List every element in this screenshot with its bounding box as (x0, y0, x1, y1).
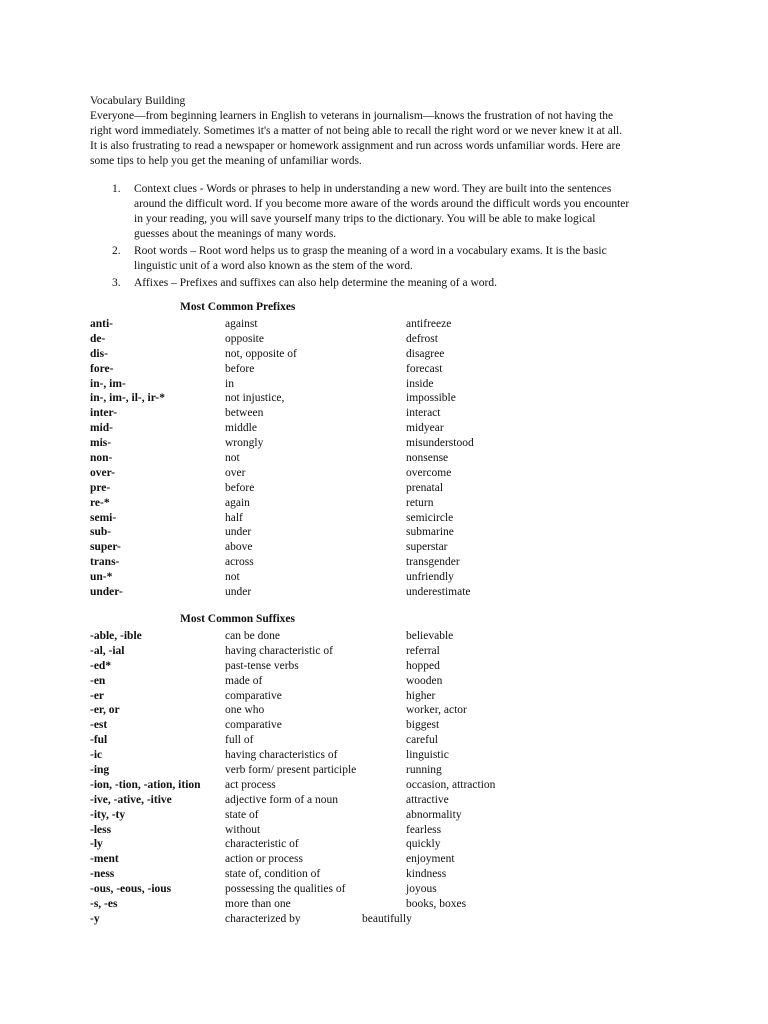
table-row (90, 496, 690, 511)
intro-line: Everyone—from beginning learners in English to veterans in journalism—knows the frustration of not having the (90, 110, 614, 122)
table-row (90, 897, 690, 912)
affix-example: books, boxes (406, 898, 467, 911)
affix-example: underestimate (406, 586, 471, 599)
tip-item (112, 182, 692, 242)
affix-term: -able, -ible (90, 630, 142, 642)
affix-term: -ed* (90, 659, 112, 672)
affix-example: enjoyment (406, 853, 455, 866)
affix-meaning: made of (225, 674, 263, 687)
affix-term: -s, -es (90, 898, 118, 911)
table-row (90, 391, 690, 406)
affix-term: -ing (90, 764, 110, 777)
table-row (90, 718, 690, 733)
affix-term: dis- (90, 347, 108, 360)
affix-term: inter- (90, 407, 118, 420)
table-row (90, 837, 690, 852)
suffixes-table (90, 629, 690, 927)
affix-example: transgender (406, 556, 460, 569)
tip-line: Affixes – Prefixes and suffixes can also help determine the meaning of a word. (134, 277, 497, 289)
affix-term: -ment (90, 853, 119, 866)
affix-term: sub- (90, 526, 112, 539)
table-row (90, 659, 690, 674)
affix-meaning: having characteristic of (225, 644, 333, 657)
affix-term: in-, im-, il-, ir-* (90, 392, 165, 405)
affix-meaning: comparative (225, 719, 282, 732)
affix-term: non- (90, 452, 113, 465)
affix-meaning: above (225, 541, 253, 554)
affix-term: -less (90, 823, 112, 836)
table-row (90, 808, 690, 823)
affix-term: pre- (90, 481, 111, 494)
affix-term: mis- (90, 437, 112, 450)
table-row (90, 362, 690, 377)
tip-item (112, 244, 692, 274)
affix-term: -er, or (90, 704, 120, 717)
tip-line: Root words – Root word helps us to grasp the meaning of a word in a vocabulary exams. It is the basic (134, 245, 607, 257)
tip-line: around the difficult word. If you become more aware of the words around the difficult words you encounter (134, 198, 630, 210)
affix-example: return (406, 496, 434, 509)
affix-term: -ity, -ty (90, 808, 126, 821)
affix-example: attractive (406, 793, 449, 806)
affix-meaning: wrongly (225, 437, 264, 450)
affix-example: kindness (406, 868, 447, 881)
affix-meaning: action or process (225, 853, 303, 866)
affix-meaning: adjective form of a noun (225, 793, 339, 806)
affix-example: referral (406, 644, 440, 657)
affix-example: submarine (406, 526, 454, 539)
prefixes-heading: Most Common Prefixes (180, 301, 296, 313)
table-row (90, 570, 690, 585)
prefixes-table (90, 317, 690, 600)
document-title: Vocabulary Building (90, 95, 186, 107)
affix-meaning: half (225, 511, 243, 524)
affix-example: hopped (406, 659, 440, 672)
affix-meaning: state of (225, 808, 259, 821)
table-row (90, 481, 690, 496)
table-row (90, 733, 690, 748)
affix-meaning: having characteristics of (225, 749, 338, 762)
tip-line: Context clues - Words or phrases to help in understanding a new word. They are built into the sentences (134, 183, 612, 195)
table-row (90, 763, 690, 778)
affix-example: quickly (406, 838, 441, 851)
affix-meaning: opposite (225, 332, 264, 345)
affix-example: occasion, attraction (406, 778, 496, 791)
affix-example: worker, actor (406, 704, 467, 717)
affix-term: re-* (90, 496, 110, 509)
affix-meaning: again (225, 496, 250, 509)
table-row (90, 912, 690, 927)
affix-meaning: act process (225, 778, 276, 791)
affix-example: prenatal (406, 481, 444, 494)
table-row (90, 436, 690, 451)
affix-meaning: over (225, 466, 246, 479)
affix-example: beautifully (362, 912, 412, 925)
affix-term: mid- (90, 422, 113, 435)
tip-line: in your reading, you will save yourself many trips to the dictionary. You will be able to make logical (134, 213, 596, 225)
affix-term: -est (90, 719, 108, 732)
table-row (90, 406, 690, 421)
table-row (90, 689, 690, 704)
table-row (90, 451, 690, 466)
affix-meaning: full of (225, 734, 254, 747)
affix-meaning: one who (225, 704, 265, 717)
affix-example: biggest (406, 719, 440, 732)
affix-example: defrost (406, 332, 438, 345)
affix-meaning: middle (225, 422, 257, 435)
affix-meaning: across (225, 556, 254, 569)
affix-term: -y (90, 912, 100, 925)
affix-term: -ly (90, 838, 103, 851)
affix-meaning: before (225, 481, 255, 494)
affix-term: -ful (90, 734, 108, 747)
affix-term: fore- (90, 362, 114, 375)
intro-paragraph (90, 109, 680, 169)
table-row (90, 882, 690, 897)
affix-example: abnormality (406, 808, 462, 821)
affix-meaning: can be done (225, 630, 280, 642)
affix-meaning: not (225, 571, 240, 584)
affix-meaning: more than one (225, 898, 291, 911)
table-row (90, 793, 690, 808)
affix-term: -al, -ial (90, 644, 125, 657)
table-row (90, 778, 690, 793)
table-row (90, 629, 690, 644)
affix-meaning: before (225, 362, 255, 375)
affix-meaning: possessing the qualities of (225, 883, 346, 896)
affix-example: midyear (406, 422, 444, 435)
affix-example: overcome (406, 466, 452, 479)
table-row (90, 421, 690, 436)
table-row (90, 748, 690, 763)
affix-example: nonsense (406, 452, 449, 465)
table-row (90, 540, 690, 555)
affix-term: -en (90, 674, 106, 687)
affix-term: trans- (90, 556, 120, 569)
affix-term: -ness (90, 868, 115, 881)
table-row (90, 332, 690, 347)
tip-number: 1. (112, 183, 121, 195)
table-row (90, 867, 690, 882)
tip-item (112, 276, 692, 291)
tip-number: 2. (112, 245, 121, 257)
tips-list (112, 182, 692, 293)
affix-meaning: without (225, 823, 261, 836)
affix-term: de- (90, 332, 106, 345)
tip-number: 3. (112, 277, 121, 289)
affix-meaning: not (225, 452, 240, 465)
table-row (90, 585, 690, 600)
affix-term: un-* (90, 571, 113, 584)
affix-meaning: characterized by (225, 912, 301, 925)
table-row (90, 852, 690, 867)
affix-term: -ous, -eous, -ious (90, 883, 172, 896)
affix-example: impossible (406, 392, 456, 405)
tip-line: linguistic unit of a word also known as the stem of the word. (134, 260, 413, 272)
intro-line: right word immediately. Sometimes it's a matter of not being able to recall the right word or we never knew it at all. (90, 125, 623, 137)
affix-term: super- (90, 541, 121, 554)
table-row (90, 317, 690, 332)
affix-example: wooden (406, 674, 443, 687)
table-row (90, 511, 690, 526)
table-row (90, 674, 690, 689)
affix-term: -ive, -ative, -itive (90, 793, 172, 806)
table-row (90, 703, 690, 718)
table-row (90, 466, 690, 481)
affix-example: disagree (406, 347, 445, 360)
tip-line: guesses about the meanings of many words. (134, 228, 337, 240)
affix-example: higher (406, 689, 436, 702)
affix-example: semicircle (406, 511, 454, 524)
table-row (90, 347, 690, 362)
affix-term: -ic (90, 749, 103, 762)
affix-meaning: under (225, 586, 252, 599)
affix-meaning: against (225, 318, 258, 330)
affix-meaning: comparative (225, 689, 282, 702)
affix-example: forecast (406, 362, 443, 375)
affix-term: over- (90, 466, 116, 479)
affix-term: semi- (90, 511, 117, 524)
affix-example: careful (406, 734, 438, 747)
affix-meaning: characteristic of (225, 838, 299, 851)
affix-example: unfriendly (406, 571, 454, 584)
affix-term: anti- (90, 318, 113, 330)
table-row (90, 377, 690, 392)
intro-line: It is also frustrating to read a newspaper or homework assignment and run across words unfamiliar words. Here are (90, 140, 621, 152)
affix-meaning: verb form/ present participle (225, 764, 357, 777)
affix-example: fearless (406, 823, 442, 836)
table-row (90, 525, 690, 540)
affix-meaning: between (225, 407, 264, 420)
affix-term: in-, im- (90, 377, 126, 390)
affix-term: under- (90, 586, 123, 599)
affix-meaning: under (225, 526, 252, 539)
affix-meaning: not, opposite of (225, 347, 297, 360)
affix-term: -ion, -tion, -ation, ition (90, 778, 201, 791)
affix-term: -er (90, 689, 105, 702)
affix-meaning: not injustice, (225, 392, 285, 405)
affix-meaning: past-tense verbs (225, 659, 299, 672)
affix-meaning: in (225, 377, 234, 390)
affix-example: inside (406, 377, 434, 390)
affix-meaning: state of, condition of (225, 868, 321, 881)
affix-example: misunderstood (406, 437, 474, 450)
intro-line: some tips to help you get the meaning of unfamiliar words. (90, 155, 362, 167)
affix-example: antifreeze (406, 318, 452, 330)
affix-example: joyous (406, 883, 437, 896)
table-row (90, 823, 690, 838)
affix-example: believable (406, 630, 454, 642)
table-row (90, 644, 690, 659)
suffixes-heading: Most Common Suffixes (180, 613, 295, 625)
affix-example: linguistic (406, 749, 449, 762)
table-row (90, 555, 690, 570)
affix-example: interact (406, 407, 441, 420)
affix-example: superstar (406, 541, 448, 554)
affix-example: running (406, 764, 442, 777)
